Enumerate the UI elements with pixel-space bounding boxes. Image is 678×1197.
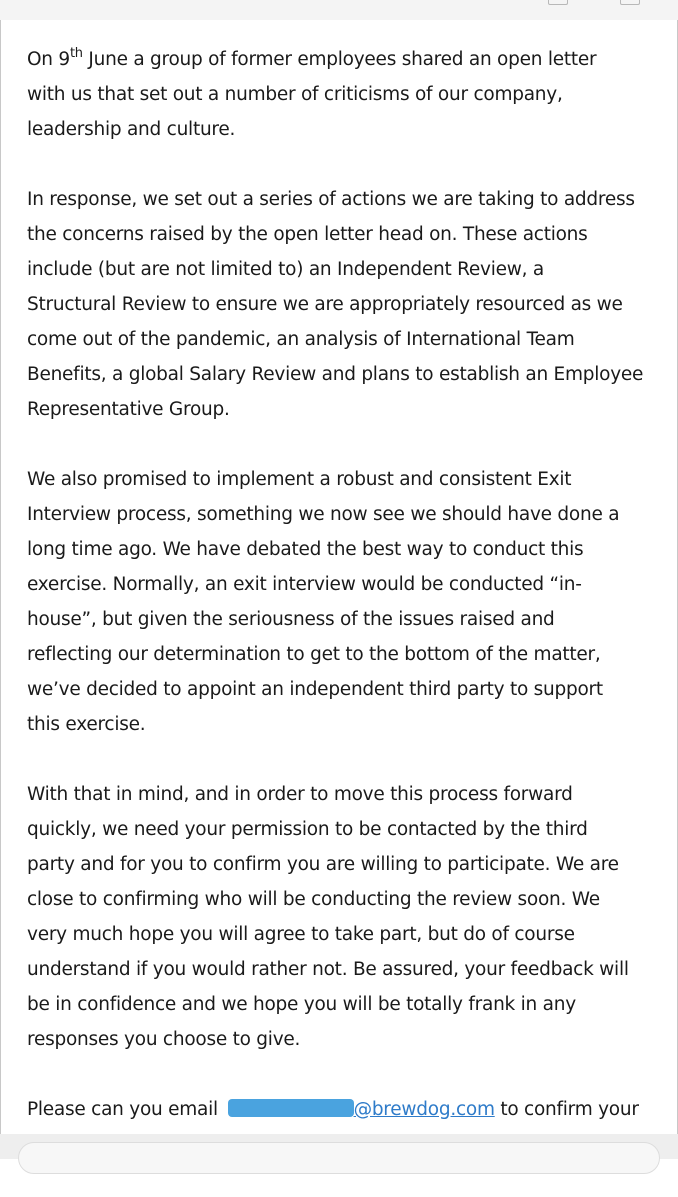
text-line: with us that set out a number of criticisms of our company, xyxy=(27,84,563,105)
text-line xyxy=(27,42,667,77)
text-line: Representative Group. xyxy=(27,399,230,420)
text-segment: to confirm your xyxy=(494,1099,639,1120)
paragraph-3 xyxy=(27,462,667,742)
text-line: house”, but given the seriousness of the issues raised and xyxy=(27,609,555,630)
paragraph-1 xyxy=(27,42,667,147)
text-line: party and for you to confirm you are willing to participate. We are xyxy=(27,854,619,875)
text-line: understand if you would rather not. Be assured, your feedback will xyxy=(27,959,629,980)
text-line: include (but are not limited to) an Independent Review, a xyxy=(27,259,545,280)
toolbar-icon-right[interactable] xyxy=(620,0,640,5)
top-toolbar-strip xyxy=(0,0,678,20)
email-link[interactable]: @brewdog.com xyxy=(353,1099,495,1120)
text-line: the concerns raised by the open letter head on. These actions xyxy=(27,224,588,245)
text-line xyxy=(27,1092,667,1127)
text-line: With that in mind, and in order to move this process forward xyxy=(27,784,573,805)
date-ordinal: th xyxy=(69,46,83,61)
text-line: very much hope you will agree to take part, but do of course xyxy=(27,924,575,945)
paragraph-2 xyxy=(27,182,667,427)
text-line: Interview process, something we now see we should have done a xyxy=(27,504,620,525)
reply-bar[interactable] xyxy=(18,1142,660,1174)
toolbar-icon-left[interactable] xyxy=(548,0,568,5)
text-line: reflecting our determination to get to the bottom of the matter, xyxy=(27,644,601,665)
bottom-bar xyxy=(0,1134,678,1159)
text-line: this exercise. xyxy=(27,714,146,735)
text-line: quickly, we need your permission to be contacted by the third xyxy=(27,819,588,840)
text-segment: Please can you email xyxy=(27,1099,224,1120)
text-line: long time ago. We have debated the best way to conduct this xyxy=(27,539,584,560)
text-line-rest: June a group of former employees shared an open letter xyxy=(82,49,597,70)
text-line: Structural Review to ensure we are appropriately resourced as we xyxy=(27,294,623,315)
text-line: come out of the pandemic, an analysis of International Team xyxy=(27,329,575,350)
text-line: close to confirming who will be conducting the review soon. We xyxy=(27,889,600,910)
letter-content xyxy=(27,42,667,1197)
date-text: On 9 xyxy=(27,49,70,70)
paragraph-4 xyxy=(27,777,667,1057)
text-line: We also promised to implement a robust and consistent Exit xyxy=(27,469,572,490)
email-body-frame xyxy=(0,20,678,1134)
text-line: be in confidence and we hope you will be totally frank in any xyxy=(27,994,576,1015)
text-line: Benefits, a global Salary Review and plans to establish an Employee xyxy=(27,364,644,385)
text-line: In response, we set out a series of actions we are taking to address xyxy=(27,189,635,210)
text-line: exercise. Normally, an exit interview would be conducted “in- xyxy=(27,574,582,595)
text-line: we’ve decided to appoint an independent third party to support xyxy=(27,679,603,700)
text-line: leadership and culture. xyxy=(27,119,236,140)
redacted-email-block xyxy=(228,1099,354,1117)
text-line: responses you choose to give. xyxy=(27,1029,301,1050)
